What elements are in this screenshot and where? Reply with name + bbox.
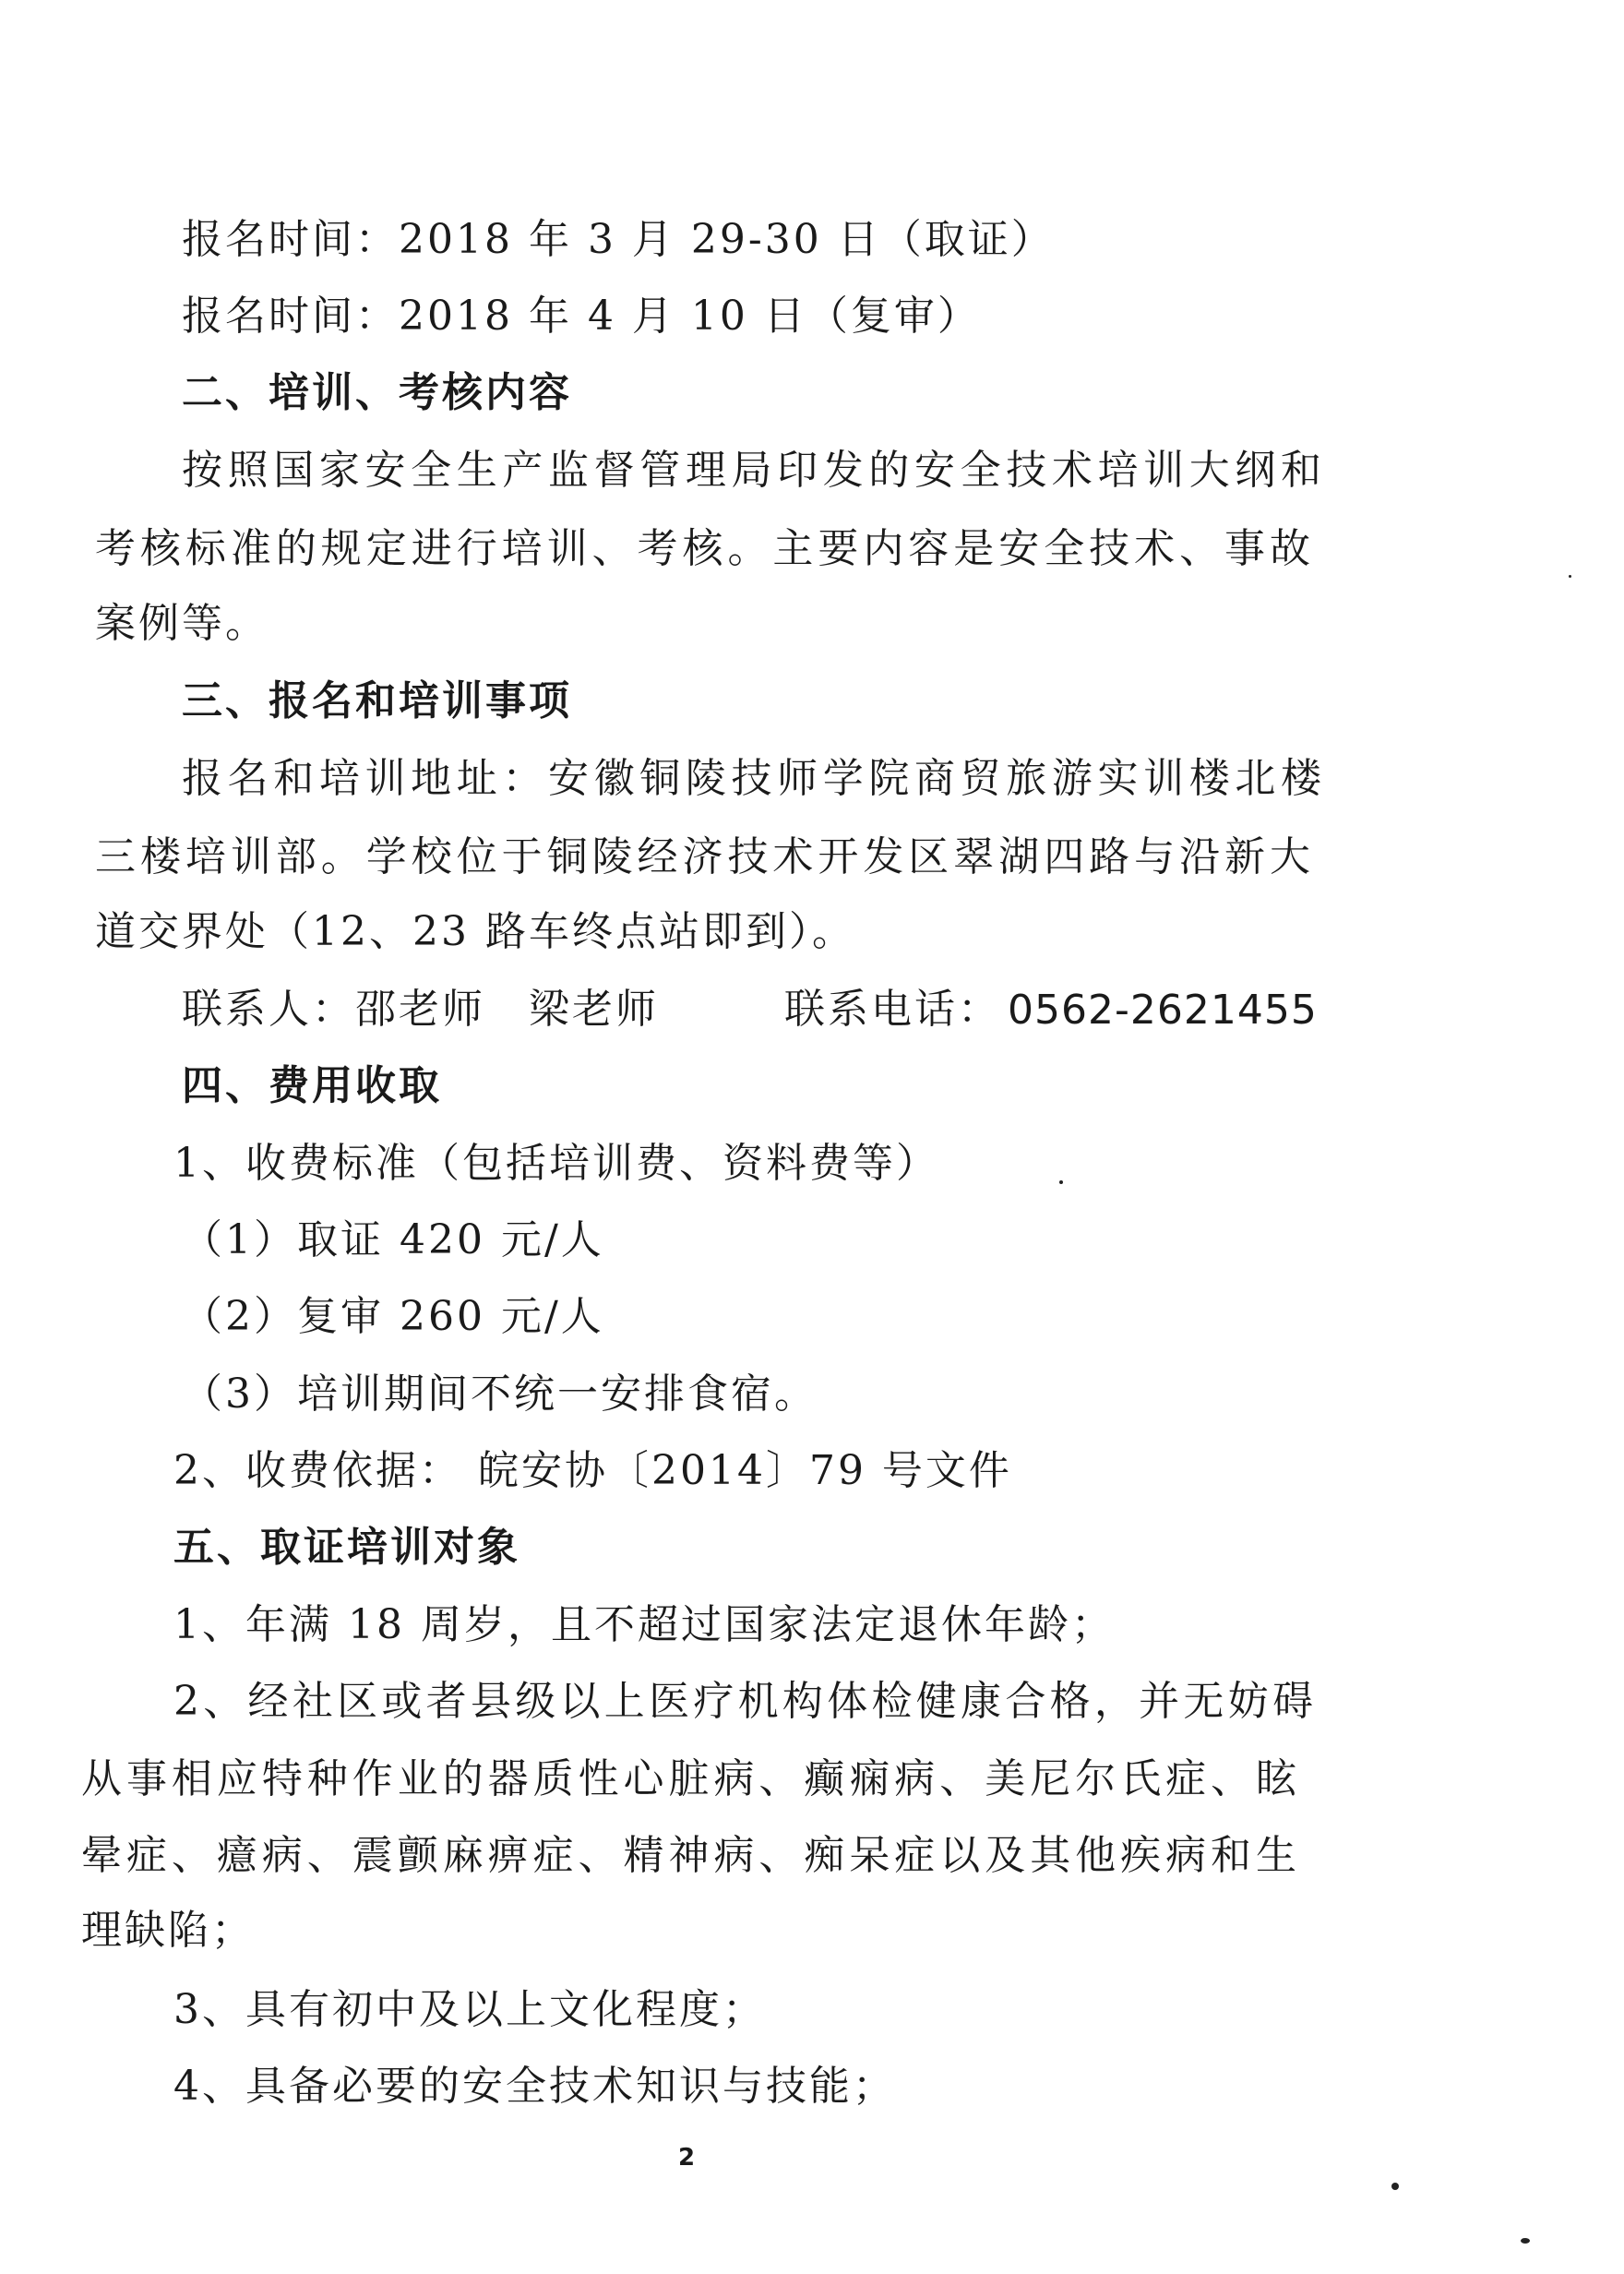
fee-basis: 2、收费依据： 皖安协〔2014〕79 号文件	[173, 1447, 1012, 1494]
page-number: 2	[678, 2144, 696, 2172]
section-2-paragraph-line-1: 按照国家安全生产监督管理局印发的安全技术培训大纲和	[182, 447, 1324, 494]
requirement-2-line-3: 晕症、癔病、震颤麻痹症、精神病、痴呆症以及其他疾病和生	[81, 1832, 1299, 1879]
scan-speck	[1391, 2183, 1399, 2190]
fee-standard: 1、收费标准（包括培训费、资料费等）	[173, 1140, 939, 1187]
section-2-paragraph-line-3: 案例等。	[95, 600, 269, 647]
section-2-heading: 二、培训、考核内容	[182, 369, 572, 416]
contact-persons: 联系人：邵老师 梁老师	[182, 986, 659, 1033]
scan-speck	[1521, 2238, 1530, 2244]
requirement-2-line-4: 理缺陷；	[81, 1907, 255, 1954]
section-3-heading: 三、报名和培训事项	[182, 677, 572, 724]
section-5-heading: 五、取证培训对象	[173, 1524, 520, 1571]
section-2-paragraph-line-2: 考核标准的规定进行培训、考核。主要内容是安全技术、事故	[95, 525, 1313, 572]
requirement-3: 3、具有初中及以上文化程度；	[173, 1986, 766, 2033]
requirement-2-line-1: 2、经社区或者县级以上医疗机构体检健康合格，并无妨碍	[173, 1678, 1316, 1725]
contact-phone-number: 0562-2621455	[1008, 987, 1318, 1034]
fee-review: （2）复审 260 元/人	[182, 1293, 604, 1340]
section-4-heading: 四、费用收取	[182, 1062, 442, 1109]
section-3-paragraph-line-2: 三楼培训部。学校位于铜陵经济技术开发区翠湖四路与沿新大	[95, 833, 1313, 880]
section-3-paragraph-line-3: 道交界处（12、23 路车终点站即到）。	[95, 908, 855, 955]
requirement-1: 1、年满 18 周岁，且不超过国家法定退休年龄；	[173, 1601, 1115, 1648]
scan-speck	[1059, 1180, 1063, 1184]
registration-time-certification: 报名时间：2018 年 3 月 29-30 日（取证）	[182, 216, 1055, 263]
scan-speck	[1569, 575, 1571, 578]
section-3-paragraph-line-1: 报名和培训地址：安徽铜陵技师学院商贸旅游实训楼北楼	[182, 755, 1324, 802]
fee-certification: （1）取证 420 元/人	[182, 1216, 604, 1263]
requirement-2-line-2: 从事相应特种作业的器质性心脏病、癫痫病、美尼尔氏症、眩	[81, 1755, 1299, 1802]
fee-accommodation-note: （3）培训期间不统一安排食宿。	[182, 1370, 818, 1418]
registration-time-review: 报名时间：2018 年 4 月 10 日（复审）	[182, 293, 981, 340]
requirement-4: 4、具备必要的安全技术知识与技能；	[173, 2063, 896, 2110]
contact-phone-label: 联系电话：	[784, 986, 1001, 1033]
